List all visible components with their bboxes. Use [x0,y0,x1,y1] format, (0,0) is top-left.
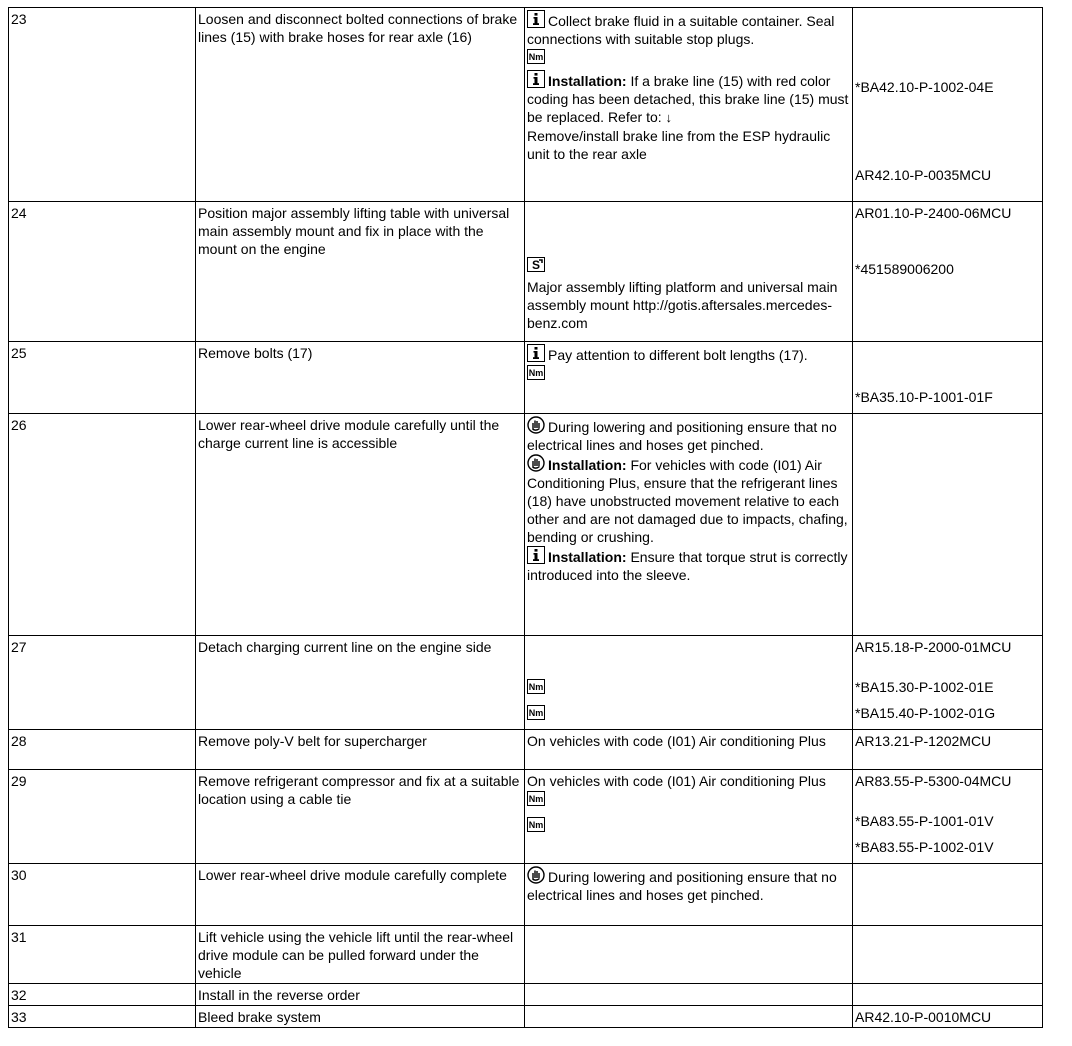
table-row [9,636,1043,730]
step-notes [525,1006,853,1028]
ref-link[interactable]: AR83.55-P-5300-04MCU [855,773,1012,789]
step-refs [853,730,1043,770]
step-refs [853,1006,1043,1028]
step-notes [525,770,853,864]
note-text: On vehicles with code (I01) Air conditioning Plus [527,773,826,789]
step-action: Remove refrigerant compressor and fix at a suitable location using a cable tie [196,770,525,864]
step-refs [853,984,1043,1006]
torque-nm-icon[interactable] [527,705,545,720]
step-notes [525,8,853,202]
note-text: Major assembly lifting platform and universal main assembly mount http://gotis.aftersales.mercedes-benz.com [527,279,838,331]
step-notes [525,414,853,636]
table-row [9,342,1043,414]
svg-text:Nm: Nm [528,820,544,830]
step-notes [525,864,853,926]
step-refs [853,414,1043,636]
ref-link[interactable]: AR42.10-P-0035MCU [855,167,992,183]
step-action: Bleed brake system [196,1006,525,1028]
svg-text:Nm: Nm [528,52,544,62]
note-text: Collect brake fluid in a suitable container. Seal connections with suitable stop plugs. [527,13,835,47]
step-notes [525,202,853,342]
step-number: 27 [9,636,196,730]
ref-link[interactable]: *BA83.55-P-1001-01V [855,813,994,829]
note-text: If a brake line (15) with red color coding has been detached, this brake line (15) must be replaced. Refer to: [527,73,849,125]
step-number: 31 [9,926,196,984]
torque-nm-icon[interactable] [527,365,545,380]
step-number: 24 [9,202,196,342]
step-number: 29 [9,770,196,864]
step-refs [853,202,1043,342]
ref-link[interactable]: AR13.21-P-1202MCU [855,733,992,749]
ref-link[interactable]: AR42.10-P-0010MCU [855,1009,992,1025]
step-action: Position major assembly lifting table with universal main assembly mount and fix in place with the mount on the engine [196,202,525,342]
procedure-table [8,7,1043,1028]
note-text: During lowering and positioning ensure that no electrical lines and hoses get pinched. [527,419,837,453]
step-number: 30 [9,864,196,926]
ref-link[interactable]: *BA15.30-P-1002-01E [855,679,994,695]
svg-text:Nm: Nm [528,682,544,692]
installation-label: Installation: [548,73,627,89]
step-notes: On vehicles with code (I01) Air conditioning Plus [525,730,853,770]
table-row [9,202,1043,342]
ref-link[interactable]: *451589006200 [855,261,954,277]
svg-text:Nm: Nm [528,368,544,378]
note-text: For vehicles with code (I01) Air Conditioning Plus, ensure that the refrigerant lines (18) have unobstructed movement relative to each other and are not damaged due to impacts, chafing, bending or crushing. [527,457,848,545]
note-text: Pay attention to different bolt lengths (17). [548,347,808,363]
info-icon [527,344,545,362]
step-action: Lower rear-wheel drive module carefully complete [196,864,525,926]
step-refs [853,770,1043,864]
torque-nm-icon[interactable] [527,817,545,832]
table-row [9,1006,1043,1028]
step-number: 32 [9,984,196,1006]
installation-label: Installation: [548,457,627,473]
step-number: 23 [9,8,196,202]
ref-link[interactable]: *BA83.55-P-1002-01V [855,839,994,855]
caution-hand-icon [527,454,545,472]
table-row [9,984,1043,1006]
info-icon [527,10,545,28]
torque-nm-icon[interactable] [527,49,545,64]
step-action: Detach charging current line on the engine side [196,636,525,730]
ref-link[interactable]: *BA42.10-P-1002-04E [855,79,994,95]
step-action: Loosen and disconnect bolted connections of brake lines (15) with brake hoses for rear axle (16) [196,8,525,202]
step-action: Lower rear-wheel drive module carefully until the charge current line is accessible [196,414,525,636]
table-row [9,730,1043,770]
special-tool-icon[interactable] [527,257,545,272]
torque-nm-icon[interactable] [527,791,545,806]
arrow-down-icon[interactable]: ↓ [665,110,673,125]
table-row [9,770,1043,864]
step-number: 33 [9,1006,196,1028]
ref-link[interactable]: AR01.10-P-2400-06MCU [855,205,1012,221]
step-notes [525,636,853,730]
step-notes [525,926,853,984]
ref-link[interactable]: AR15.18-P-2000-01MCU [855,639,1012,655]
svg-text:Nm: Nm [528,794,544,804]
svg-text:S: S [531,258,541,272]
note-text: During lowering and positioning ensure that no electrical lines and hoses get pinched. [527,869,837,903]
step-refs [853,8,1043,202]
step-notes [525,342,853,414]
note-text: Ensure that torque strut is correctly introduced into the sleeve. [527,549,848,583]
note-link-text[interactable]: Remove/install brake line from the ESP hydraulic unit to the rear axle [527,128,831,162]
torque-nm-icon[interactable] [527,679,545,694]
table-row [9,864,1043,926]
table-row [9,8,1043,202]
step-number: 25 [9,342,196,414]
step-refs [853,926,1043,984]
ref-link[interactable]: *BA15.40-P-1002-01G [855,705,996,721]
step-refs [853,864,1043,926]
step-action: Install in the reverse order [196,984,525,1006]
step-action: Remove bolts (17) [196,342,525,414]
info-icon [527,70,545,88]
step-action: Remove poly-V belt for supercharger [196,730,525,770]
step-number: 26 [9,414,196,636]
svg-text:Nm: Nm [528,708,544,718]
step-notes [525,984,853,1006]
caution-hand-icon [527,866,545,884]
step-action: Lift vehicle using the vehicle lift until the rear-wheel drive module can be pulled forward under the vehicle [196,926,525,984]
ref-link[interactable]: *BA35.10-P-1001-01F [855,389,993,405]
table-row [9,414,1043,636]
caution-hand-icon [527,416,545,434]
step-number: 28 [9,730,196,770]
info-icon [527,546,545,564]
installation-label: Installation: [548,549,627,565]
table-row [9,926,1043,984]
step-refs [853,342,1043,414]
step-refs [853,636,1043,730]
